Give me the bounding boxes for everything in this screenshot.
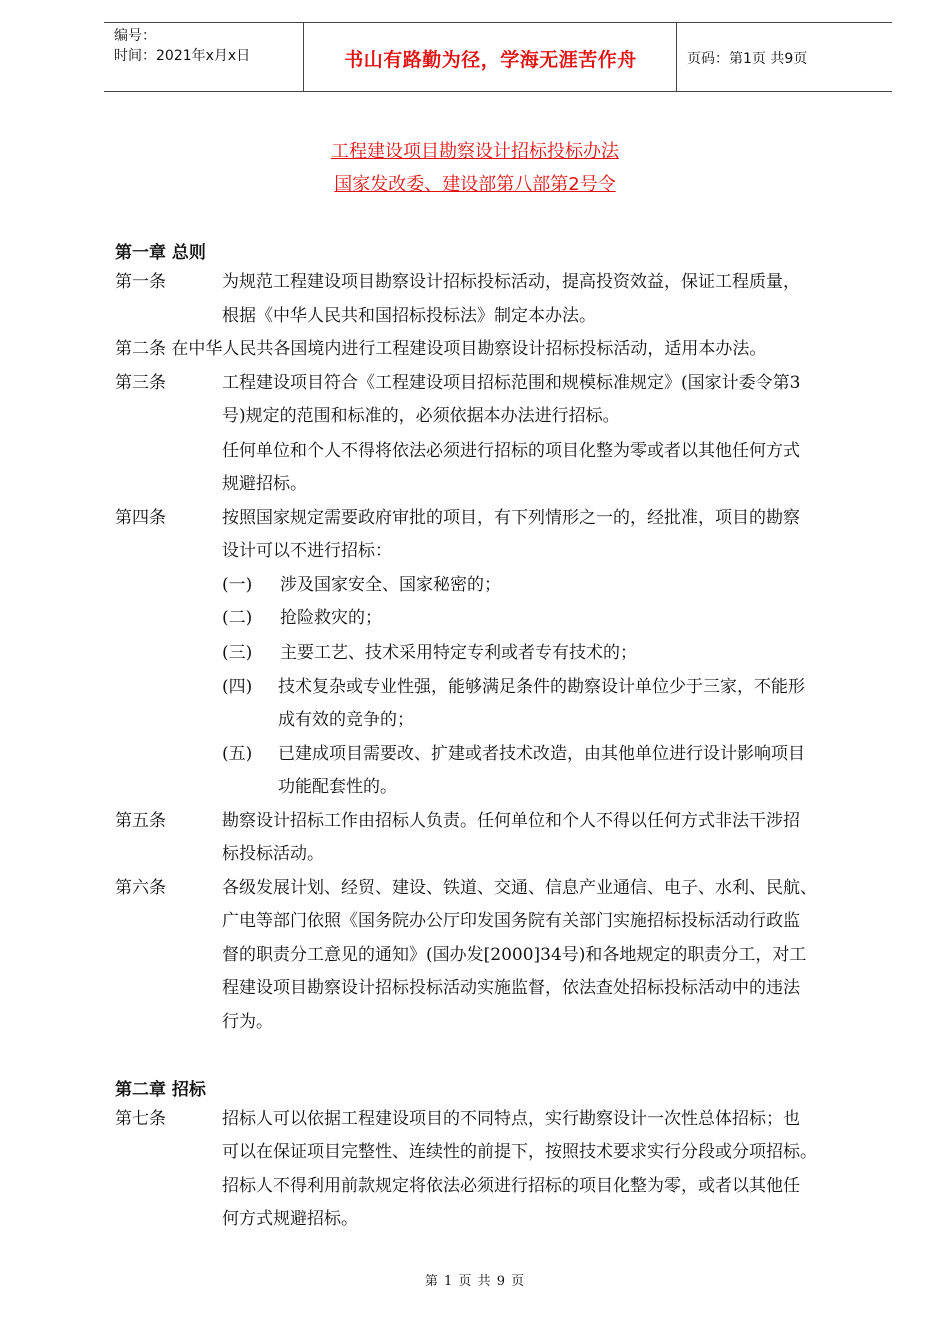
article-text-line: 程建设项目勘察设计招标投标活动实施监督，依法查处招标投标活动中的违法 <box>222 978 800 998</box>
header-page-info: 页码：第1页 共9页 <box>687 51 808 67</box>
page-footer: 第 1 页 共 9 页 <box>424 1274 526 1289</box>
header-right-cell <box>677 23 892 91</box>
list-item-text: 涉及国家安全、国家秘密的； <box>280 575 501 595</box>
list-item-text: 功能配套性的。 <box>278 777 397 797</box>
document-number-label: 编号： <box>114 28 156 44</box>
list-item-text: 主要工艺、技术采用特定专利或者专有技术的； <box>280 643 637 663</box>
article-text-line: 为规范工程建设项目勘察设计招标投标活动，提高投资效益，保证工程质量， <box>222 272 800 292</box>
article-text-line: 标投标活动。 <box>222 844 324 864</box>
article-text-line: 各级发展计划、经贸、建设、铁道、交通、信息产业通信、电子、水利、民航、 <box>222 878 817 898</box>
article-text-line: 第二条 在中华人民共各国境内进行工程建设项目勘察设计招标投标活动，适用本办法。 <box>115 339 767 359</box>
document-title: 工程建设项目勘察设计招标投标办法 <box>331 141 619 162</box>
document-subtitle: 国家发改委、建设部第八部第2号令 <box>334 174 616 195</box>
article-text-line: 督的职责分工意见的通知》(国办发[2000]34号)和各地规定的职责分工，对工 <box>222 945 807 965</box>
article-label: 第三条 <box>115 373 166 393</box>
article-label: 第五条 <box>115 811 166 831</box>
list-item-number: (三) <box>222 643 253 663</box>
list-item-text: 抢险救灾的； <box>280 608 382 628</box>
list-item-number: (二) <box>222 608 253 628</box>
article-label: 第一条 <box>115 272 166 292</box>
header-motto: 书山有路勤为径，学海无涯苦作舟 <box>344 49 637 71</box>
header-left-cell <box>104 23 304 91</box>
list-item-number: (一) <box>222 575 253 595</box>
article-text-line: 可以在保证项目完整性、连续性的前提下，按照技术要求实行分段或分项招标。 <box>222 1142 817 1162</box>
article-text-line: 工程建设项目符合《工程建设项目招标范围和规模标准规定》(国家计委令第3 <box>222 373 801 393</box>
article-text-line: 按照国家规定需要政府审批的项目，有下列情形之一的，经批准，项目的勘察 <box>222 508 800 528</box>
article-text-line: 设计可以不进行招标： <box>222 541 392 561</box>
article-text-line: 根据《中华人民共和国招标投标法》制定本办法。 <box>222 306 596 326</box>
list-item-text: 已建成项目需要改、扩建或者技术改造，由其他单位进行设计影响项目 <box>278 744 805 764</box>
document-time-label: 时间：2021年x月x日 <box>114 48 251 64</box>
list-item-text: 成有效的竞争的； <box>278 710 414 730</box>
article-text-line: 号)规定的范围和标准的，必须依据本办法进行招标。 <box>222 406 620 426</box>
article-text-line: 广电等部门依照《国务院办公厅印发国务院有关部门实施招标投标活动行政监 <box>222 911 800 931</box>
article-text-line: 行为。 <box>222 1012 273 1032</box>
header-middle-cell <box>304 23 677 91</box>
article-text-line: 招标人可以依据工程建设项目的不同特点，实行勘察设计一次性总体招标；也 <box>222 1109 800 1129</box>
article-text-line: 何方式规避招标。 <box>222 1209 358 1229</box>
list-item-number: (五) <box>222 744 253 764</box>
article-text-line: 招标人不得利用前款规定将依法必须进行招标的项目化整为零，或者以其他任 <box>222 1176 800 1196</box>
article-label: 第七条 <box>115 1109 166 1129</box>
chapter-heading: 第二章 招标 <box>115 1080 206 1100</box>
list-item-number: (四) <box>222 677 253 697</box>
list-item-text: 技术复杂或专业性强，能够满足条件的勘察设计单位少于三家，不能形 <box>278 677 805 697</box>
article-text-line: 规避招标。 <box>222 474 307 494</box>
chapter-heading: 第一章 总则 <box>115 243 206 263</box>
page-header <box>104 22 892 92</box>
article-text-line: 任何单位和个人不得将依法必须进行招标的项目化整为零或者以其他任何方式 <box>222 441 800 461</box>
article-label: 第四条 <box>115 508 166 528</box>
article-text-line: 勘察设计招标工作由招标人负责。任何单位和个人不得以任何方式非法干涉招 <box>222 811 800 831</box>
article-label: 第六条 <box>115 878 166 898</box>
